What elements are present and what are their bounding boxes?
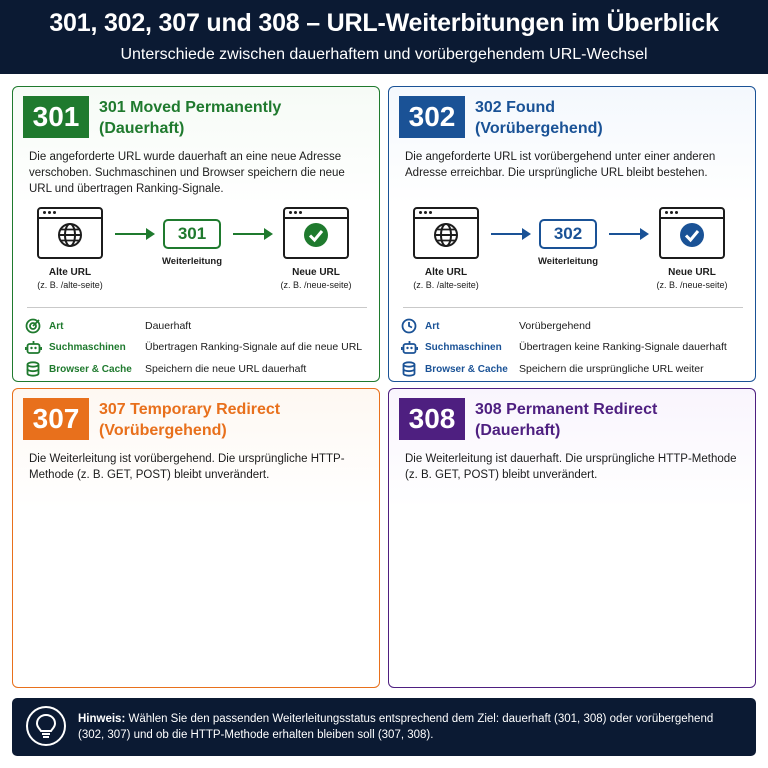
status-code-badge: 308 (399, 398, 465, 440)
robot-icon (23, 338, 43, 356)
info-value: Vorübergehend (519, 320, 591, 332)
info-key: Suchmaschinen (49, 341, 126, 353)
divider (403, 307, 743, 308)
old-url-label (15, 267, 125, 291)
arrow-right-icon (233, 233, 271, 235)
robot-icon (399, 338, 419, 356)
new-url-example: (z. B. /neue-seite) (656, 280, 728, 290)
card-title (475, 399, 657, 441)
card-title (475, 97, 603, 139)
new-url-title: Neue URL (668, 267, 716, 278)
card-title-line2: (Dauerhaft) (475, 422, 561, 439)
info-value: Dauerhaft (145, 320, 192, 332)
hint-box (12, 698, 756, 756)
hint-body: Wählen Sie den passenden Weiterleitungsstatus entsprechend dem Ziel: dauerhaft (301, 308) oder vorübergehend (302, 307) und ob die HTTP-Methode erhalten bleiben soll (307, 308). (78, 713, 714, 741)
check-circle-icon (679, 222, 705, 253)
info-row (23, 338, 363, 356)
info-key: Browser & Cache (49, 363, 132, 375)
info-key: Art (49, 320, 64, 332)
new-url-example: (z. B. /neue-seite) (280, 280, 352, 290)
redirect-label: Weiterleitung (538, 256, 598, 267)
info-value: Übertragen keine Ranking-Signale dauerhaft (519, 341, 727, 353)
hint-label: Hinweis: (78, 713, 126, 725)
globe-icon (433, 222, 459, 253)
arrow-right-icon (491, 233, 529, 235)
info-value: Übertragen Ranking-Signale auf die neue URL (145, 341, 363, 353)
card-title-line1: 301 Moved Permanently (99, 99, 282, 116)
old-url-example: (z. B. /alte-seite) (413, 280, 479, 290)
page-title: 301, 302, 307 und 308 – URL-Weiterbitungen im Überblick (49, 9, 719, 37)
card-title-line1: 308 Permanent Redirect (475, 401, 658, 418)
info-value: Speichern die neue URL dauerhaft (145, 363, 307, 375)
browser-window-icon (283, 207, 349, 259)
old-url-label (391, 267, 501, 291)
target-icon (23, 317, 43, 335)
card-title-line1: 307 Temporary Redirect (99, 401, 281, 418)
info-row (399, 338, 727, 356)
page-subtitle: Unterschiede zwischen dauerhaftem und vorübergehendem URL-Wechsel (120, 46, 648, 63)
new-url-title: Neue URL (292, 267, 340, 278)
card-308 (388, 388, 756, 688)
old-url-title: Alte URL (48, 267, 92, 278)
card-title-line2: (Dauerhaft) (99, 120, 185, 137)
card-title-line2: (Vorübergehend) (99, 422, 227, 439)
clock-icon (399, 317, 419, 335)
card-description: Die angeforderte URL wurde dauerhaft an eine neue Adresse verschoben. Suchmaschinen und Browser speichern die neue URL und übertragen Ranking-Signale. (29, 151, 345, 195)
status-code-badge: 301 (23, 96, 89, 138)
header-banner (0, 0, 768, 74)
new-url-label (637, 267, 747, 291)
card-title (99, 399, 280, 441)
new-url-label (261, 267, 371, 291)
card-title-line2: (Vorübergehend) (475, 120, 603, 137)
redirect-code-box: 302 (539, 219, 597, 249)
info-key: Browser & Cache (425, 363, 508, 375)
info-value: Speichern die ursprüngliche URL weiter (519, 363, 704, 375)
database-icon (399, 360, 419, 378)
hint-text (78, 711, 738, 743)
info-key: Art (425, 320, 440, 332)
divider (27, 307, 367, 308)
info-row (399, 317, 591, 335)
card-description: Die Weiterleitung ist dauerhaft. Die ursprüngliche HTTP-Methode (z. B. GET, POST) bleibt unverändert. (405, 453, 737, 481)
card-description: Die Weiterleitung ist vorübergehend. Die ursprüngliche HTTP-Methode (z. B. GET, POST) bleibt unverändert. (29, 453, 345, 481)
redirect-code-box: 301 (163, 219, 221, 249)
info-row (23, 317, 192, 335)
arrow-right-icon (609, 233, 647, 235)
arrow-right-icon (115, 233, 153, 235)
card-title-line1: 302 Found (475, 99, 556, 116)
browser-window-icon (659, 207, 725, 259)
info-key: Suchmaschinen (425, 341, 502, 353)
card-307 (12, 388, 380, 688)
check-circle-icon (303, 222, 329, 253)
status-code-badge: 307 (23, 398, 89, 440)
info-row (23, 360, 307, 378)
status-code-badge: 302 (399, 96, 465, 138)
card-301 (12, 86, 380, 382)
info-row (399, 360, 704, 378)
browser-window-icon (413, 207, 479, 259)
database-icon (23, 360, 43, 378)
globe-icon (57, 222, 83, 253)
lightbulb-icon (26, 706, 66, 746)
card-description: Die angeforderte URL ist vorübergehend unter einer anderen Adresse erreichbar. Die ursprüngliche URL bleibt bestehen. (405, 151, 716, 179)
redirect-label: Weiterleitung (162, 256, 222, 267)
browser-window-icon (37, 207, 103, 259)
old-url-title: Alte URL (424, 267, 468, 278)
card-302 (388, 86, 756, 382)
card-title (99, 97, 281, 139)
old-url-example: (z. B. /alte-seite) (37, 280, 103, 290)
